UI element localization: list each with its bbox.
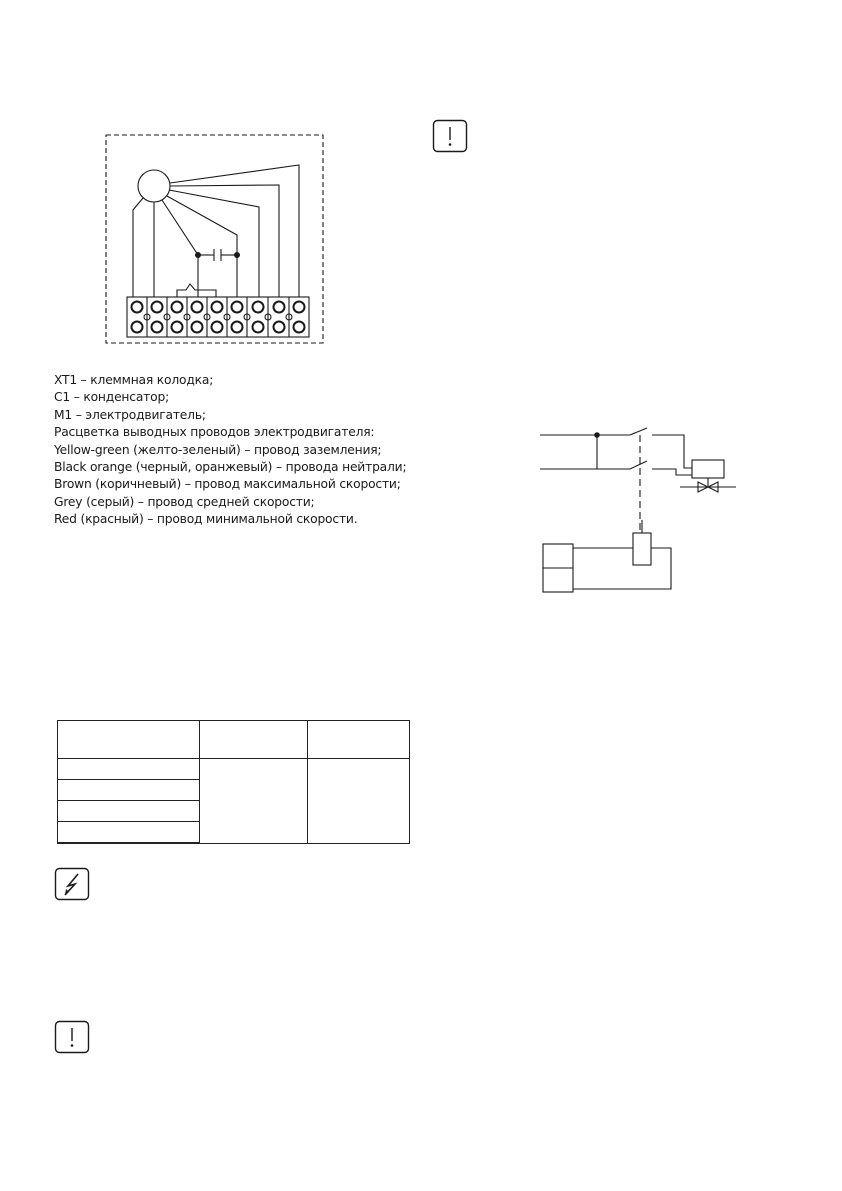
- legend-line: Brown (коричневый) – провод максимальной скорости;: [54, 477, 401, 492]
- legend-line: M1 – электродвигатель;: [54, 407, 206, 422]
- junction-dot: [594, 432, 600, 438]
- relay-contact-bottom: [630, 461, 647, 469]
- relay-contact-top: [630, 428, 647, 435]
- terminal-block-dividers: [147, 297, 289, 337]
- motor-m1: [138, 170, 170, 202]
- wire-brown: [169, 190, 259, 297]
- wire-1: [133, 198, 143, 297]
- table-cell: [200, 759, 308, 844]
- table-cell: [58, 822, 200, 844]
- legend-line: Yellow-green (желто-зеленый) – провод заземления;: [54, 442, 382, 457]
- table-cell: [58, 780, 200, 801]
- jumper: [177, 284, 216, 297]
- table-cell: [58, 801, 200, 822]
- legend-line: Red (красный) – провод минимальной скорости.: [54, 512, 358, 527]
- terminal-screws-bottom: [132, 322, 305, 333]
- legend-line: Расцветка выводных проводов электродвигателя:: [54, 425, 375, 440]
- spec-table: [57, 720, 410, 844]
- legend-line: Black orange (черный, оранжевый) – провода нейтрали;: [54, 460, 407, 475]
- wire-grey: [170, 185, 279, 297]
- valve-control-schematic: [530, 425, 740, 600]
- lightning-icon: [54, 867, 90, 903]
- relay-coil: [633, 533, 651, 565]
- legend-line: Grey (серый) – провод средней скорости;: [54, 494, 315, 509]
- table-cell: [58, 759, 200, 780]
- terminal-screws-middle: [144, 314, 292, 320]
- legend: [54, 372, 406, 529]
- wire-red: [170, 165, 299, 297]
- table-cell: [200, 721, 308, 759]
- wire-capacitor-left: [162, 200, 198, 297]
- legend-line: C1 – конденсатор;: [54, 390, 170, 405]
- table-row: [58, 759, 410, 780]
- motor-wiring-diagram: [100, 130, 330, 350]
- junction-dot-left: [195, 252, 201, 258]
- table-cell: [308, 759, 410, 844]
- junction-dot-right: [234, 252, 240, 258]
- table-cell: [308, 721, 410, 759]
- exclamation-icon: [54, 1020, 90, 1056]
- wire-capacitor-right: [167, 196, 237, 297]
- table-header-row: [58, 721, 410, 759]
- exclamation-icon: [432, 119, 468, 155]
- terminal-screws-top: [132, 302, 305, 313]
- table-cell: [58, 721, 200, 759]
- valve-actuator: [692, 460, 724, 478]
- legend-line: XT1 – клеммная колодка;: [54, 373, 214, 387]
